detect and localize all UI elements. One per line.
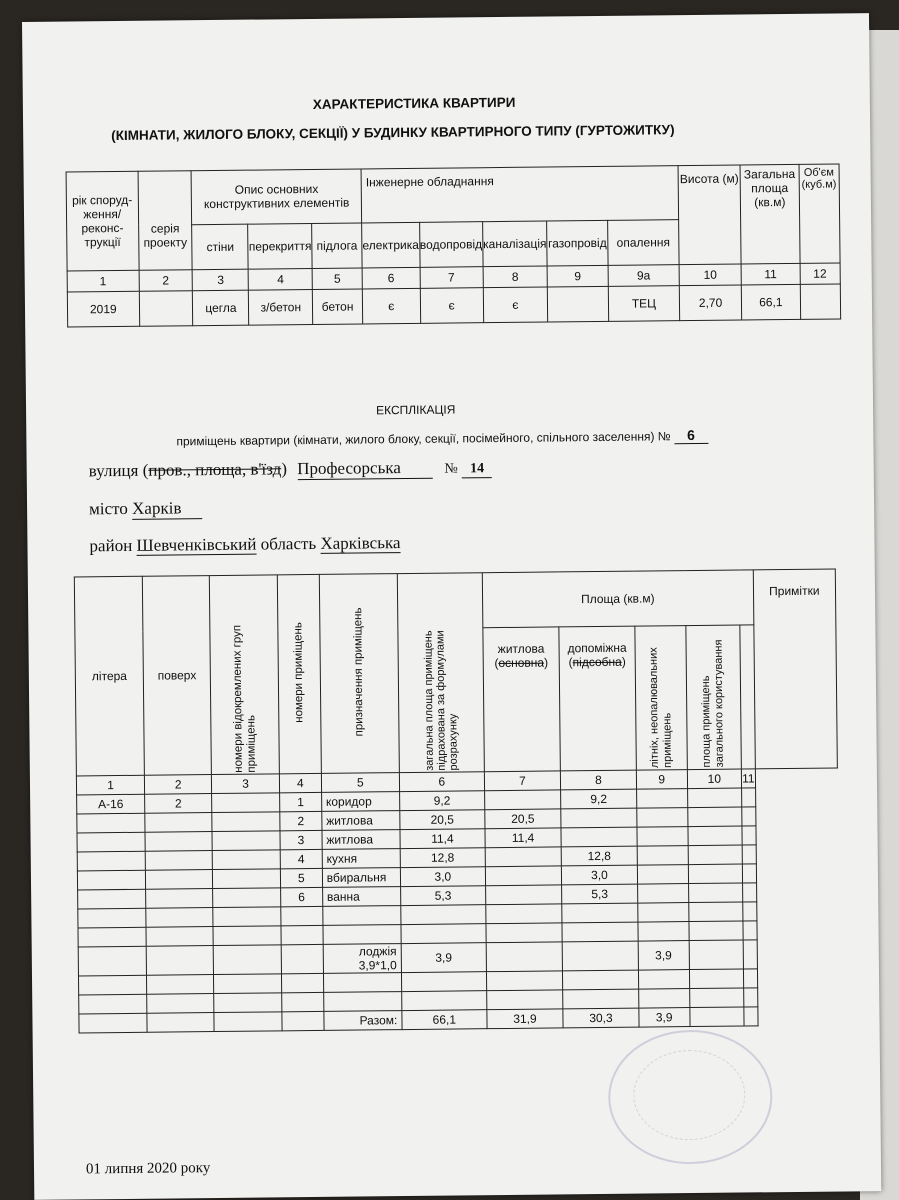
street-close: ) (281, 459, 288, 479)
table-cell (744, 988, 758, 1007)
table-cell: 3,0 (562, 865, 638, 885)
hdr-sewer: каналізація (482, 221, 547, 267)
table-cell (77, 813, 145, 833)
hdr-groups: номери відокремлених груп приміщень (209, 575, 279, 775)
table-cell (213, 888, 281, 908)
num-cell: 9 (636, 770, 687, 790)
table-cell (212, 812, 280, 832)
table-cell (213, 907, 281, 927)
num-cell: 6 (399, 772, 484, 792)
num-cell: 10 (679, 264, 742, 286)
table-cell (77, 870, 145, 890)
num-cell: 6 (362, 267, 420, 289)
hdr-structural: Опис основних конструктивних елементів (191, 169, 361, 224)
table-cell (562, 941, 638, 971)
table-cell (212, 793, 280, 813)
hdr-living (483, 627, 561, 771)
table-cell (562, 903, 638, 923)
table-cell (742, 826, 756, 845)
table-cell (742, 807, 756, 826)
num-cell: 10 (687, 769, 742, 789)
num-cell: 5 (312, 268, 362, 290)
hdr-heating: опалення (608, 219, 679, 265)
hdr-area: Площа (кв.м) (482, 570, 753, 628)
expl-title: ЕКСПЛІКАЦІЯ (376, 402, 456, 418)
table-cell (213, 945, 281, 975)
value-cell: бетон (312, 289, 362, 325)
num-cell: 11 (742, 769, 756, 788)
num-cell: 5 (321, 773, 399, 793)
district-line (89, 533, 400, 556)
table-cell (486, 923, 563, 943)
hdr-year: рік споруд-ження/ реконс-трукції (66, 171, 139, 271)
district-value: Шевченківський (136, 534, 257, 555)
city-line (89, 498, 202, 520)
hdr-height: Висота (м) (678, 165, 741, 265)
expl-subtitle-text: приміщень квартири (кімнати, жилого блоку, секції, посімейного, спільного заселення) № (176, 429, 671, 449)
value-cell: є (420, 288, 484, 324)
table-cell (689, 940, 744, 970)
value-cell: 66,1 (742, 284, 801, 320)
table-cell: 66,1 (402, 1010, 487, 1030)
value-cell: 2019 (67, 291, 139, 327)
table-cell (486, 942, 563, 972)
table-cell (146, 946, 213, 976)
table-cell (77, 851, 145, 871)
table-cell (282, 992, 324, 1011)
table-cell: А-16 (77, 794, 145, 814)
table-cell (484, 790, 561, 810)
table-cell (638, 903, 689, 923)
table-cell: 11,4 (400, 829, 485, 849)
table-cell (146, 908, 213, 928)
expl-subtitle (176, 427, 708, 450)
value-cell: ТЕЦ (608, 286, 679, 322)
table-cell (214, 974, 282, 994)
table-cell: 5,3 (400, 886, 485, 906)
table-cell (145, 870, 212, 890)
table-cell (323, 925, 401, 945)
table-cell (486, 971, 563, 991)
table-cell (638, 989, 689, 1009)
table-cell (688, 845, 743, 865)
table-cell (638, 970, 689, 990)
hdr-volume: Об'єм (куб.м) (799, 164, 841, 263)
hdr-rooms: номери приміщень (277, 574, 321, 773)
table-cell (687, 826, 742, 846)
table-cell (561, 827, 637, 847)
table-cell (486, 904, 563, 924)
table-cell (742, 864, 756, 883)
hdr-gas: газопровід (547, 220, 608, 266)
value-cell: з/бетон (249, 289, 313, 325)
table-cell (213, 926, 281, 946)
table-cell (688, 902, 743, 922)
value-cell: є (483, 287, 548, 323)
table-cell (78, 927, 146, 947)
num-cell: 3 (193, 269, 249, 291)
table-cell: 31,9 (487, 1009, 564, 1029)
street-label: вулиця ( (88, 460, 149, 481)
table-cell (637, 865, 688, 885)
num-cell: 8 (561, 770, 637, 790)
table-cell: 20,5 (400, 810, 485, 830)
hdr-purpose: призначення приміщень (319, 574, 399, 774)
table-cell (637, 808, 688, 828)
table-cell (78, 889, 146, 909)
table-cell: кухня (322, 849, 400, 869)
hdr-poverh: поверх (142, 576, 211, 776)
table-cell (485, 866, 562, 886)
table-cell (323, 973, 401, 993)
hdr-litera: літера (74, 576, 144, 776)
hdr-electric: електрика (362, 222, 420, 268)
oblast-value: Харківська (320, 533, 401, 553)
table-cell (214, 1012, 282, 1032)
table-cell: 9,2 (561, 789, 637, 809)
table-cell (146, 927, 213, 947)
hdr-notes: Примітки (753, 569, 837, 769)
hdr-aux (559, 626, 636, 770)
table-cell (743, 883, 757, 902)
table-cell (743, 902, 757, 921)
number-sign: № (444, 461, 458, 477)
num-cell: 2 (144, 775, 211, 795)
table-cell (485, 847, 562, 867)
street-struck: пров., площа, в'їзд (148, 459, 282, 480)
table-cell (281, 906, 323, 925)
hdr-walls: стіни (192, 224, 249, 270)
table-cell (402, 991, 487, 1011)
table-cell (401, 905, 486, 925)
oblast-label: область (260, 533, 317, 554)
street-value: Професорська (297, 458, 432, 480)
table-cell (78, 908, 146, 928)
hdr-series: серія проекту (138, 171, 193, 271)
hdr-aux-alt: (підсобна) (568, 655, 626, 670)
value-cell (139, 291, 193, 327)
value-cell: 2,70 (679, 285, 742, 321)
table-cell: 3,9 (401, 943, 486, 973)
table-cell (401, 972, 486, 992)
street-line (89, 457, 493, 482)
table-cell (689, 988, 744, 1008)
hdr-total: загальна площа приміщень підрахована за формулами розрахунку (397, 573, 484, 773)
table-cell (281, 925, 323, 944)
table-cell: 3 (280, 830, 322, 849)
document-page (22, 13, 881, 1200)
table-cell (688, 921, 743, 941)
table-cell (282, 1011, 324, 1030)
table-cell (281, 973, 323, 992)
table-cell: 4 (280, 849, 322, 868)
hdr-water: водопровід (419, 221, 483, 267)
table-cell (214, 993, 282, 1013)
num-cell: 4 (249, 268, 313, 290)
table-cell: 20,5 (485, 809, 562, 829)
num-cell: 3 (212, 774, 280, 794)
table-cell (281, 944, 323, 973)
hdr-summer: літніх, неопалювальних приміщень (635, 626, 687, 770)
table-cell (147, 1013, 214, 1033)
table-cell (689, 1007, 744, 1027)
table-cell (742, 788, 756, 807)
table-cell: 5 (280, 868, 322, 887)
table-cell (78, 975, 146, 995)
char-title: ХАРАКТЕРИСТИКА КВАРТИРИ (312, 94, 516, 112)
table-cell (743, 940, 757, 969)
table-cell: 1 (280, 792, 322, 811)
table-cell (637, 827, 688, 847)
table-cell (79, 1013, 147, 1033)
value-cell: цегла (193, 290, 249, 326)
table-cell (323, 992, 401, 1012)
table-cell: 3,0 (400, 867, 485, 887)
table-cell (145, 851, 212, 871)
table-cell (147, 994, 214, 1014)
num-cell: 7 (484, 771, 561, 791)
num-cell: 7 (420, 267, 483, 289)
hdr-aux-text: допоміжна (567, 641, 627, 656)
table-cell: лоджія 3,9*1,0 (323, 944, 401, 974)
num-cell: 9 (547, 265, 608, 287)
table-cell (744, 969, 758, 988)
num-cell: 11 (741, 263, 799, 285)
value-cell: є (362, 288, 420, 324)
document-date: 01 липня 2020 року (85, 1160, 211, 1178)
table-cell (688, 883, 743, 903)
char-subtitle: (КІМНАТИ, ЖИЛОГО БЛОКУ, СЕКЦІЇ) У БУДИНКУ КВАРТИРНОГО ТИПУ (ГУРТОЖИТКУ) (111, 122, 675, 144)
table-cell: Разом: (324, 1011, 402, 1031)
table-cell (79, 994, 147, 1014)
table-cell: 30,3 (563, 1008, 639, 1028)
table-cell: 3,9 (638, 941, 689, 971)
table-cell (401, 924, 486, 944)
table-cell: житлова (322, 830, 400, 850)
city-value: Харків (132, 498, 202, 520)
explication-rows (77, 787, 840, 1033)
table-cell: 12,8 (400, 848, 485, 868)
num-cell: 2 (139, 270, 193, 292)
table-cell (742, 845, 756, 864)
table-cell: ванна (322, 887, 400, 907)
table-cell (744, 1007, 758, 1026)
table-cell (77, 832, 145, 852)
district-label: район (89, 535, 133, 556)
table-cell (689, 969, 744, 989)
table-cell: 11,4 (485, 828, 562, 848)
table-cell (147, 975, 214, 995)
table-cell: 5,3 (562, 884, 638, 904)
table-cell (487, 990, 564, 1010)
table-cell (637, 884, 688, 904)
apartment-number: 6 (674, 427, 708, 444)
table-cell: житлова (322, 811, 400, 831)
table-cell: 9,2 (399, 791, 484, 811)
table-cell: 6 (281, 887, 323, 906)
table-cell (145, 832, 212, 852)
table-cell (562, 922, 638, 942)
table-cell (687, 807, 742, 827)
table-cell: коридор (321, 792, 399, 812)
table-cell (688, 864, 743, 884)
table-cell (145, 813, 212, 833)
table-cell (212, 850, 280, 870)
num-cell: 4 (279, 773, 321, 792)
num-cell: 9а (608, 265, 679, 287)
table-cell (637, 846, 688, 866)
hdr-floors: перекриття (248, 223, 312, 269)
table-cell (485, 885, 562, 905)
table-cell (563, 989, 639, 1009)
table-cell (323, 906, 401, 926)
table-cell (638, 922, 689, 942)
num-cell: 1 (76, 775, 144, 795)
hdr-common: площа приміщень загального користування (685, 625, 741, 769)
table-cell: 2 (145, 794, 212, 814)
table-cell (743, 921, 757, 940)
hdr-living-alt: (основна) (494, 655, 549, 671)
hdr-floor: підлога (312, 222, 362, 268)
hdr-engineering: Інженерне обладнання (361, 166, 678, 223)
table-cell: 3,9 (639, 1008, 690, 1028)
table-cell (561, 808, 637, 828)
table-cell: 2 (280, 811, 322, 830)
explication-table (74, 569, 841, 1034)
value-cell (547, 286, 608, 322)
hdr-area: Загальна площа (кв.м) (740, 164, 799, 264)
table-cell: 12,8 (561, 846, 637, 866)
table-cell (563, 970, 639, 990)
table-cell (636, 789, 687, 809)
table-cell (687, 788, 742, 808)
table-cell (213, 869, 281, 889)
city-label: місто (89, 498, 128, 519)
house-number: 14 (462, 461, 492, 478)
num-cell: 1 (67, 270, 139, 292)
characteristics-table (66, 163, 842, 327)
num-cell: 8 (483, 266, 548, 288)
char-values-row (67, 284, 840, 327)
value-cell (800, 284, 841, 319)
num-cell: 12 (800, 263, 841, 284)
hdr-living-text: житлова (497, 641, 545, 657)
table-cell: вбиральня (322, 868, 400, 888)
table-cell (212, 831, 280, 851)
table-cell (146, 889, 213, 909)
table-cell (78, 946, 146, 976)
